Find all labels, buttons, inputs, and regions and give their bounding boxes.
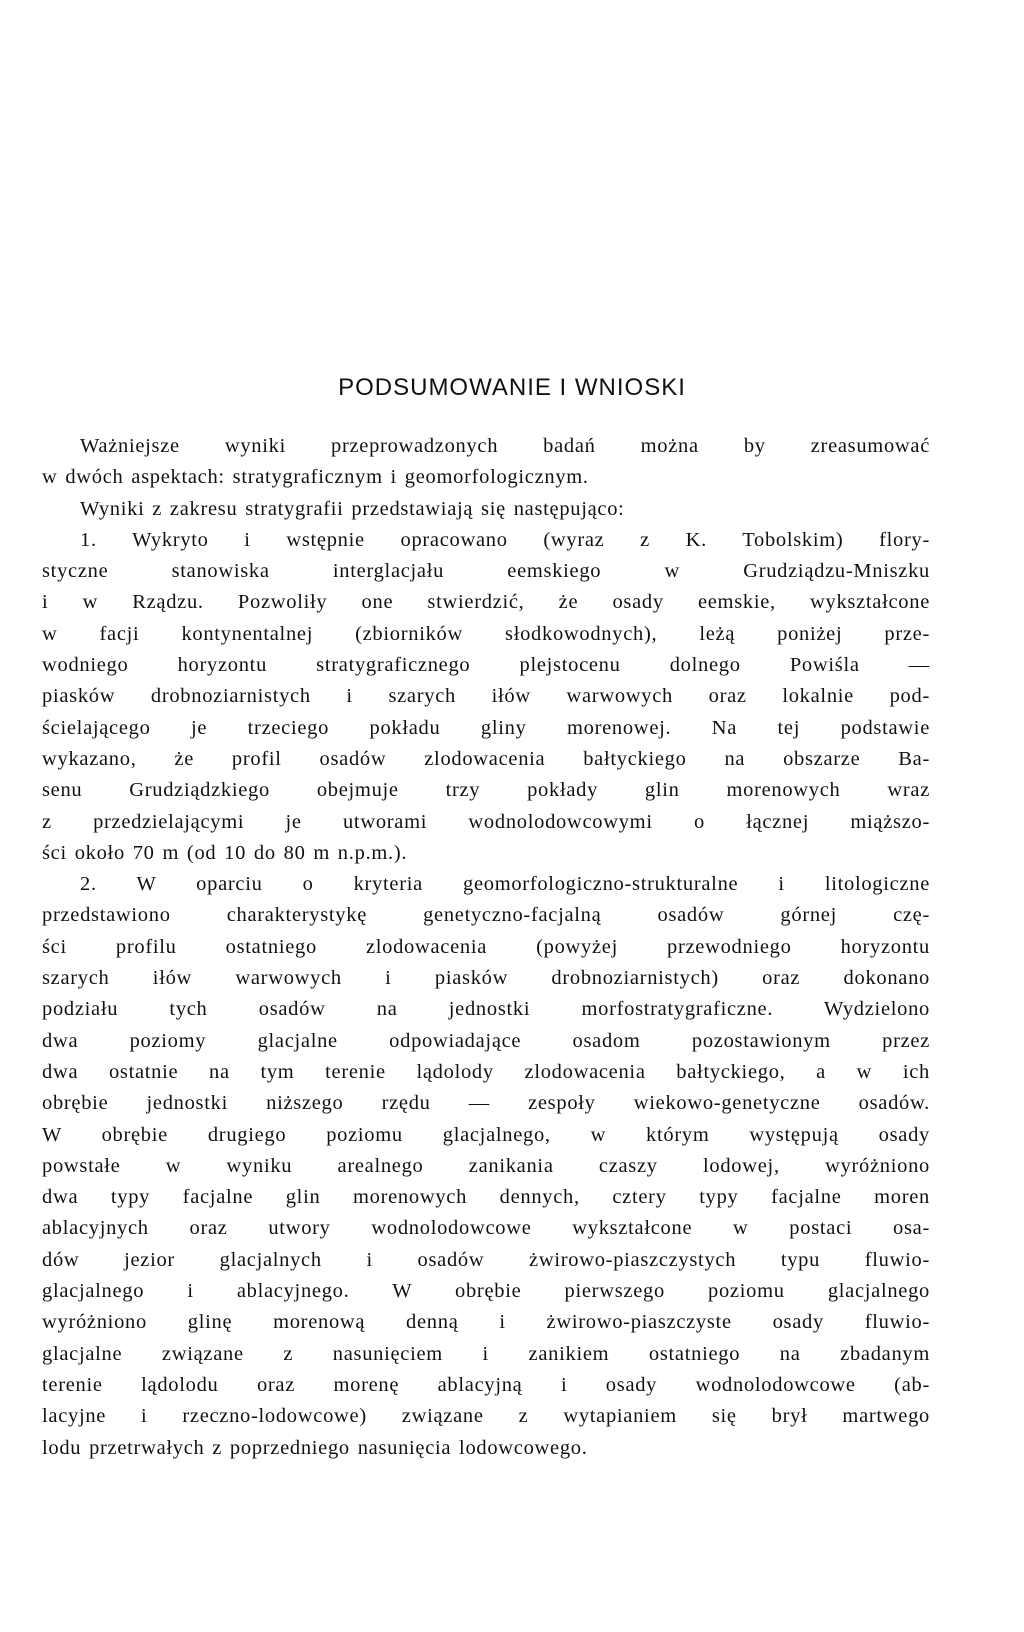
text-line: ablacyjnych oraz utwory wodnolodowcowe wykształcone w postaci osa- (42, 1217, 930, 1240)
text-line: dwa ostatnie na tym terenie lądolody zlodowacenia bałtyckiego, a w ich (42, 1060, 930, 1083)
text-line: piasków drobnoziarnistych i szarych iłów warwowych oraz lokalnie pod- (42, 685, 930, 708)
text-line: dwa typy facjalne glin morenowych dennych, cztery typy facjalne moren (42, 1186, 930, 1209)
text-line: terenie lądolodu oraz morenę ablacyjną i osady wodnolodowcowe (ab- (42, 1373, 930, 1396)
text-line: dów jezior glacjalnych i osadów żwirowo-piaszczystych typu fluwio- (42, 1248, 930, 1271)
text-line: z przedzielającymi je utworami wodnolodowcowymi o łącznej miąższo- (42, 810, 930, 833)
text-line: wodniego horyzontu stratygraficznego plejstocenu dolnego Powiśla — (42, 654, 930, 677)
text-line: 2. W oparciu o kryteria geomorfologiczno-strukturalne i litologiczne (80, 873, 930, 896)
section-title: PODSUMOWANIE I WNIOSKI (338, 374, 686, 401)
text-line: glacjalnego i ablacyjnego. W obrębie pierwszego poziomu glacjalnego (42, 1280, 930, 1303)
text-line: 1. Wykryto i wstępnie opracowano (wyraz z K. Tobolskim) flory- (80, 528, 930, 551)
text-line: przedstawiono charakterystykę genetyczno-facjalną osadów górnej czę- (42, 904, 930, 927)
text-line: lodu przetrwałych z poprzedniego nasunięcia lodowcowego. (42, 1436, 588, 1459)
text-line: Wyniki z zakresu stratygrafii przedstawiają się następująco: (80, 497, 625, 520)
text-line: lacyjne i rzeczno-lodowcowe) związane z wytapianiem się brył martwego (42, 1405, 930, 1428)
text-line: w dwóch aspektach: stratygraficznym i geomorfologicznym. (42, 466, 589, 489)
text-line: W obrębie drugiego poziomu glacjalnego, w którym występują osady (42, 1123, 930, 1146)
text-line: ścielającego je trzeciego pokładu gliny morenowej. Na tej podstawie (42, 716, 930, 739)
text-line: glacjalne związane z nasunięciem i zanikiem ostatniego na zbadanym (42, 1342, 930, 1365)
text-line: ści około 70 m (od 10 do 80 m n.p.m.). (42, 841, 408, 864)
text-line: w facji kontynentalnej (zbiorników słodkowodnych), leżą poniżej prze- (42, 622, 930, 645)
text-line: powstałe w wyniku arealnego zanikania czaszy lodowej, wyróżniono (42, 1154, 930, 1177)
text-line: Ważniejsze wyniki przeprowadzonych badań można by zreasumować (80, 435, 930, 457)
body-text (42, 431, 930, 1464)
text-line: szarych iłów warwowych i piasków drobnoziarnistych) oraz dokonano (42, 967, 930, 990)
text-line: i w Rządzu. Pozwoliły one stwierdzić, że osady eemskie, wykształcone (42, 591, 930, 614)
text-line: obrębie jednostki niższego rzędu — zespoły wiekowo-genetyczne osadów. (42, 1092, 930, 1115)
text-line: dwa poziomy glacjalne odpowiadające osadom pozostawionym przez (42, 1029, 930, 1052)
text-line: styczne stanowiska interglacjału eemskiego w Grudziądzu-Mniszku (42, 560, 930, 583)
text-line: ści profilu ostatniego zlodowacenia (powyżej przewodniego horyzontu (42, 935, 930, 958)
text-line: wyróżniono glinę morenową denną i żwirowo-piaszczyste osady fluwio- (42, 1311, 930, 1334)
text-line: senu Grudziądzkiego obejmuje trzy pokłady glin morenowych wraz (42, 779, 930, 802)
text-line: podziału tych osadów na jednostki morfostratygraficzne. Wydzielono (42, 998, 930, 1021)
text-line: wykazano, że profil osadów zlodowacenia bałtyckiego na obszarze Ba- (42, 747, 930, 770)
